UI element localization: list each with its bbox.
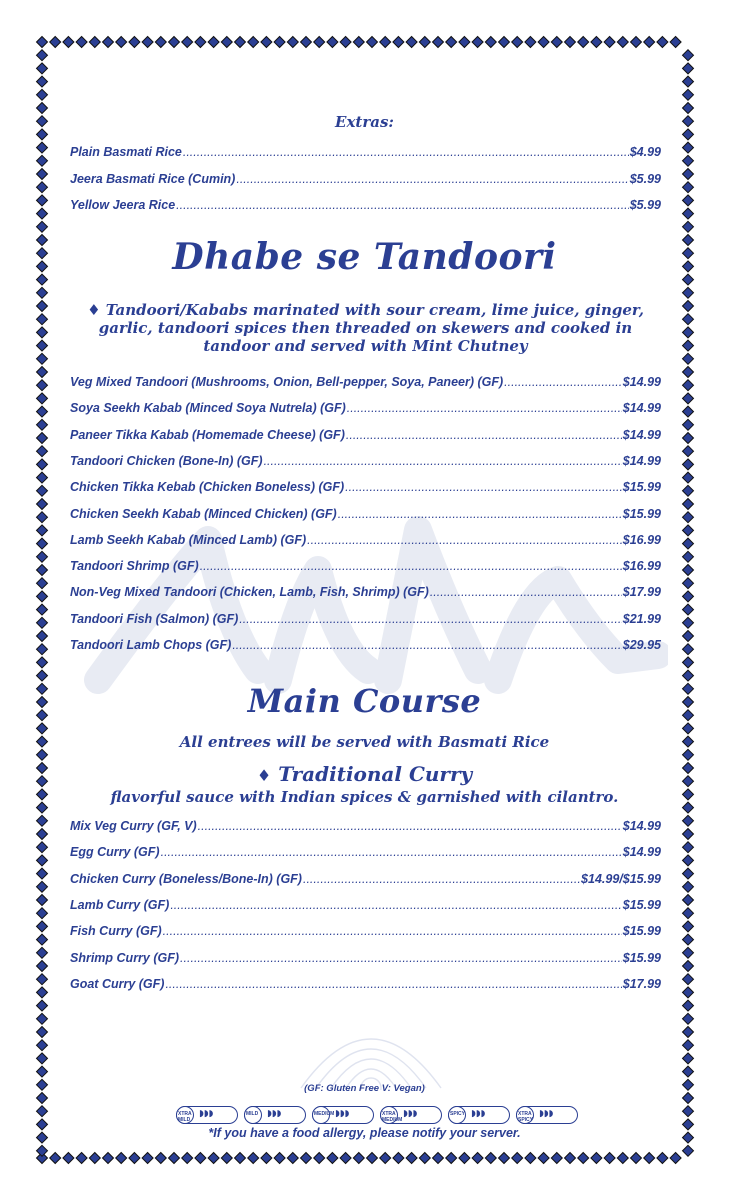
menu-item-row [70, 428, 661, 446]
menu-item-price: $4.99 [629, 145, 661, 159]
menu-item-row [70, 977, 661, 995]
menu-item-price: $15.99 [622, 950, 661, 965]
dot-leader [303, 872, 580, 886]
menu-item-price: $5.99 [629, 171, 661, 186]
menu-item-name: Tandoori Lamb Chops (GF) [70, 638, 232, 652]
dot-leader [198, 819, 622, 833]
menu-item-price: $14.99 [622, 427, 661, 442]
pepper-icon: ◗◗◗ [335, 1109, 350, 1119]
menu-item-row [70, 198, 661, 216]
menu-item-row [70, 533, 661, 551]
dot-leader [180, 951, 622, 965]
menu-item-row [70, 480, 661, 498]
menu-item-price: $15.99 [622, 506, 661, 521]
menu-item-name: Tandoori Shrimp (GF) [70, 559, 199, 574]
spice-level-label: SPICY [450, 1111, 466, 1117]
menu-item-row [70, 585, 661, 603]
menu-item-row [70, 172, 661, 190]
menu-item-row [70, 507, 661, 525]
menu-item-name: Mix Veg Curry (GF, V) [70, 819, 197, 833]
menu-item-name: Lamb Seekh Kabab (Minced Lamb) (GF) [70, 532, 307, 547]
menu-item-name: Veg Mixed Tandoori (Mushrooms, Onion, Bell-pepper, Soya, Paneer) (GF) [70, 375, 504, 389]
dot-leader [430, 585, 622, 599]
tandoori-section-title: Dhabe se Tandoori [172, 236, 557, 278]
menu-item-row [70, 872, 661, 890]
menu-item-price: $16.99 [622, 559, 661, 574]
menu-item-name: Lamb Curry (GF) [70, 897, 170, 912]
spice-level-badge [516, 1106, 578, 1124]
dot-leader [264, 454, 622, 468]
menu-item-price: $14.99 [622, 845, 661, 860]
dot-leader [200, 559, 622, 573]
menu-item-name: Tandoori Chicken (Bone-In) (GF) [70, 453, 263, 468]
menu-item-name: Non-Veg Mixed Tandoori (Chicken, Lamb, Fish, Shrimp) (GF) [70, 585, 429, 600]
pepper-icon: ◗◗◗ [403, 1109, 418, 1119]
menu-item-name: Chicken Seekh Kabab (Minced Chicken) (GF) [70, 506, 337, 521]
menu-item-row [70, 638, 661, 656]
menu-item-row [70, 951, 661, 969]
dot-leader [232, 638, 621, 652]
main-course-subtitle: All entrees will be served with Basmati Rice [179, 733, 550, 751]
pepper-icon: ◗◗◗ [471, 1109, 486, 1119]
chili-icon [312, 1106, 335, 1124]
menu-item-name: Soya Seekh Kabab (Minced Soya Nutrela) (GF) [70, 401, 346, 416]
menu-item-price: $21.99 [622, 611, 661, 626]
dot-leader [345, 480, 622, 494]
menu-item-row [70, 454, 661, 472]
spice-level-label: MEDIUM [314, 1111, 335, 1117]
pepper-icon: ◗◗◗ [539, 1109, 554, 1119]
menu-item-price: $16.99 [622, 532, 661, 547]
menu-item-name: Jeera Basmati Rice (Cumin) [70, 171, 236, 186]
chili-icon [244, 1106, 262, 1124]
dot-leader [183, 145, 629, 159]
traditional-curry-title: Traditional Curry [278, 762, 473, 786]
menu-item-row [70, 845, 661, 863]
menu-item-name: Paneer Tikka Kabab (Homemade Cheese) (GF) [70, 427, 345, 442]
mandala-decoration [296, 1010, 446, 1090]
menu-item-price: $14.99 [622, 375, 661, 389]
menu-item-price: $15.99 [622, 480, 661, 495]
spice-level-legend [176, 1106, 578, 1124]
menu-item-name: Fish Curry (GF) [70, 924, 162, 939]
menu-item-name: Goat Curry (GF) [70, 976, 165, 991]
menu-item-price: $17.99 [622, 976, 661, 991]
menu-item-name: Yellow Jeera Rice [70, 198, 176, 212]
dot-leader [338, 507, 622, 521]
spice-level-label: MILD [246, 1111, 259, 1117]
pepper-icon: ◗◗◗ [199, 1109, 214, 1119]
menu-item-price: $14.99/$15.99 [581, 871, 661, 886]
spice-level-label: XTRA SPICY [518, 1111, 534, 1123]
spice-level-badge [380, 1106, 442, 1124]
menu-item-price: $14.99 [622, 401, 661, 416]
menu-item-row [70, 559, 661, 577]
traditional-curry-heading [0, 762, 729, 786]
menu-item-price: $14.99 [622, 453, 661, 468]
chili-icon [516, 1106, 534, 1124]
main-course-title: Main Course [247, 682, 482, 720]
menu-item-price: $5.99 [629, 198, 661, 212]
diamond-bullet-icon: ♦ [256, 766, 272, 785]
extras-heading: Extras: [335, 113, 394, 131]
menu-item-name: Chicken Curry (Boneless/Bone-In) (GF) [70, 871, 302, 886]
menu-item-price: $15.99 [622, 924, 661, 939]
menu-item-row [70, 375, 661, 393]
spice-level-badge [176, 1106, 238, 1124]
menu-item-price: $17.99 [622, 585, 661, 600]
chili-icon [448, 1106, 466, 1124]
diamond-bullet-icon: ♦ [87, 301, 101, 319]
menu-item-row [70, 145, 661, 163]
dot-leader [239, 612, 621, 626]
menu-item-price: $15.99 [622, 897, 661, 912]
menu-item-name: Tandoori Fish (Salmon) (GF) [70, 611, 239, 626]
spice-level-badge [244, 1106, 306, 1124]
pepper-icon: ◗◗◗ [267, 1109, 282, 1119]
spice-level-badge [312, 1106, 374, 1124]
menu-item-row [70, 401, 661, 419]
dot-leader [346, 428, 622, 442]
spice-level-label: XTRA MILD [178, 1111, 192, 1123]
dot-leader [165, 977, 621, 991]
spice-level-label: XTRA MEDIUM [382, 1111, 403, 1123]
dot-leader [504, 375, 622, 389]
allergy-note: *If you have a food allergy, please notify your server. [208, 1126, 521, 1140]
menu-item-name: Plain Basmati Rice [70, 145, 182, 159]
chili-icon [380, 1106, 403, 1124]
dot-leader [170, 898, 621, 912]
menu-item-row [70, 924, 661, 942]
menu-item-price: $29.95 [622, 638, 661, 652]
spice-level-badge [448, 1106, 510, 1124]
dot-leader [307, 533, 622, 547]
chili-icon [176, 1106, 194, 1124]
tandoori-description [70, 301, 661, 355]
dot-leader [347, 401, 622, 415]
menu-item-name: Egg Curry (GF) [70, 845, 160, 860]
dot-leader [176, 198, 629, 212]
menu-item-name: Chicken Tikka Kebab (Chicken Boneless) (GF) [70, 480, 345, 495]
menu-item-price: $14.99 [622, 819, 661, 833]
menu-item-row [70, 819, 661, 837]
menu-item-row [70, 612, 661, 630]
dot-leader [236, 172, 628, 186]
curry-description: flavorful sauce with Indian spices & garnished with cilantro. [110, 788, 619, 806]
menu-item-name: Shrimp Curry (GF) [70, 950, 180, 965]
dot-leader [161, 845, 622, 859]
dietary-legend: (GF: Gluten Free V: Vegan) [304, 1083, 425, 1094]
menu-item-row [70, 898, 661, 916]
dot-leader [163, 924, 622, 938]
tandoori-description-text: Tandoori/Kababs marinated with sour cream, lime juice, ginger, garlic, tandoori spices then threaded on skewers and cooked in tandoor and served with Mint Chutney [98, 301, 644, 355]
